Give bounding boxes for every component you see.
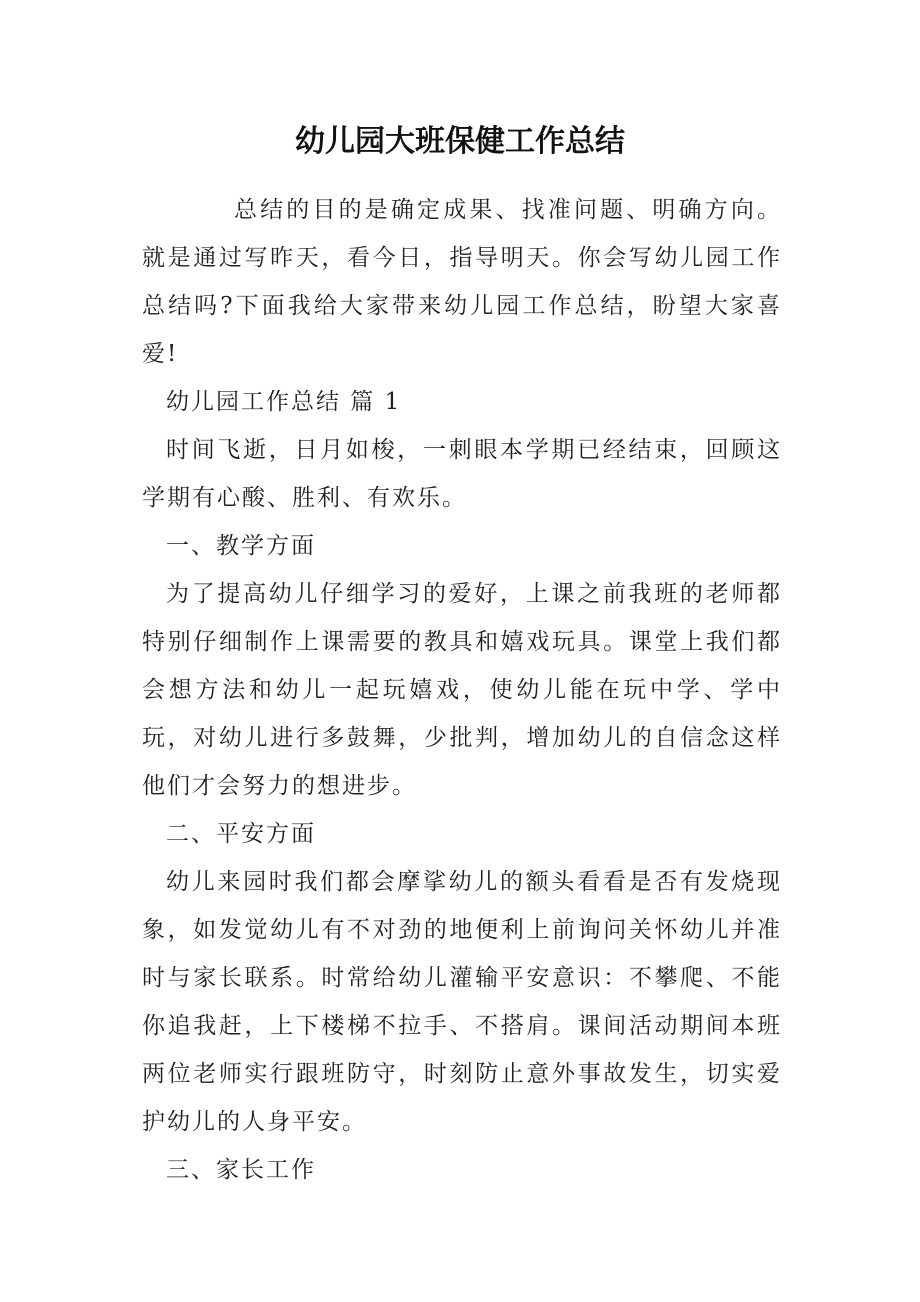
teaching-paragraph: 为了提高幼儿仔细学习的爱好，上课之前我班的老师都特别仔细制作上课需要的教具和嬉戏玩具。课堂上我们都会想方法和幼儿一起玩嬉戏，使幼儿能在玩中学、学中玩，对幼儿进行多鼓舞，少批判，增加幼儿的自信念这样他们才会努力的想进步。 — [142, 581, 782, 799]
section-label: 幼儿园工作总结 篇 1 — [166, 389, 402, 415]
intro-paragraph: 总结的目的是确定成果、找准问题、明确方向。就是通过写昨天，看今日，指导明天。你会写幼儿园工作总结吗?下面我给大家带来幼儿园工作总结，盼望大家喜爱! — [142, 197, 782, 367]
safety-paragraph: 幼儿来园时我们都会摩挲幼儿的额头看看是否有发烧现象，如发觉幼儿有不对劲的地便利上前询问关怀幼儿并准时与家长联系。时常给幼儿灌输平安意识：不攀爬、不能你追我赶，上下楼梯不拉手、不搭肩。课间活动期间本班两位老师实行跟班防守，时刻防止意外事故发生，切实爱护幼儿的人身平安。 — [142, 869, 782, 1135]
heading-teaching: 一、教学方面 — [166, 533, 316, 559]
heading-parents: 三、家长工作 — [166, 1157, 316, 1183]
heading-safety: 二、平安方面 — [166, 821, 316, 847]
document-title: 幼儿园大班保健工作总结 — [295, 124, 625, 159]
opening-paragraph: 时间飞逝，日月如梭，一刺眼本学期已经结束，回顾这学期有心酸、胜利、有欢乐。 — [142, 437, 782, 511]
document-content — [142, 378, 782, 1194]
